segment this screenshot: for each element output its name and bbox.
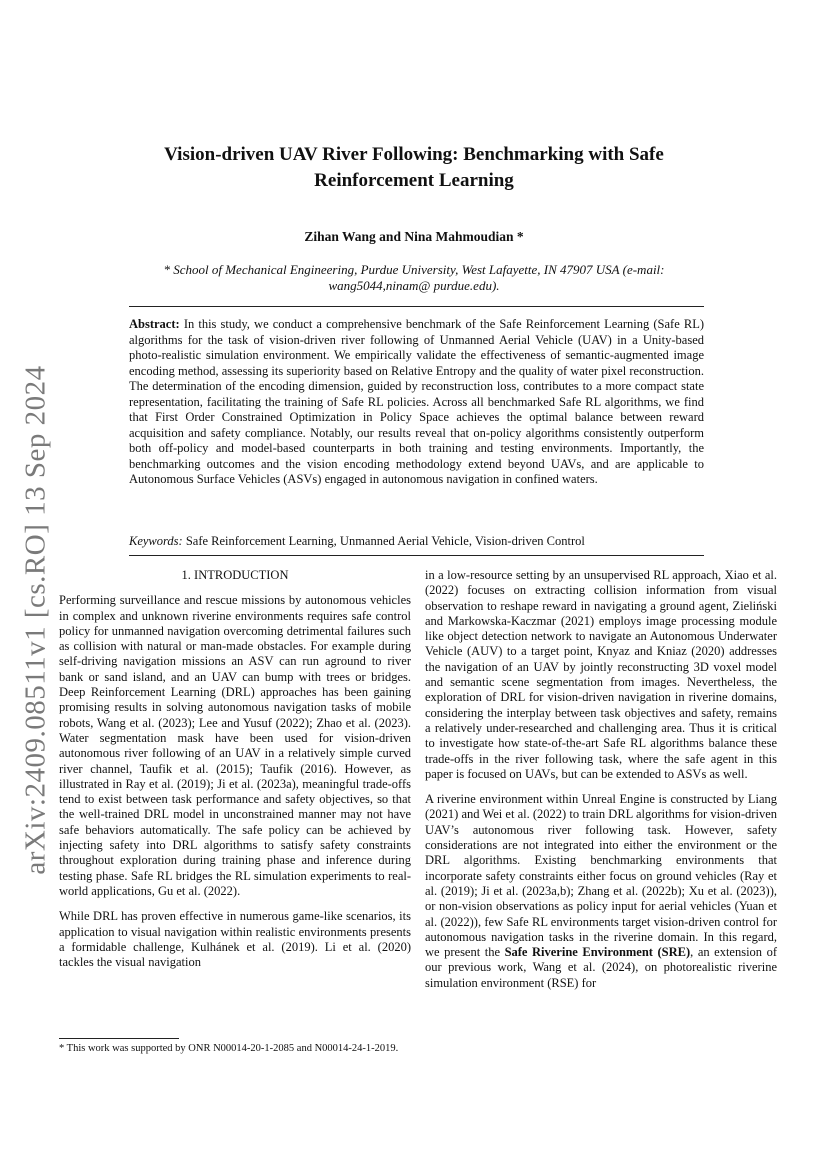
sre-name: Safe Riverine Environment (SRE) <box>504 945 691 960</box>
footnote-rule <box>59 1038 179 1039</box>
right-column <box>425 568 777 1001</box>
abstract-bottom-rule <box>129 555 704 556</box>
arxiv-identifier <box>14 360 58 880</box>
keywords-label: Keywords: <box>129 534 183 548</box>
abstract <box>129 317 704 488</box>
author-list: Zihan Wang and Nina Mahmoudian * <box>304 229 524 244</box>
arxiv-identifier-text: arXiv:2409.08511v1 [cs.RO] 13 Sep 2024 <box>19 365 52 875</box>
keywords-text: Safe Reinforcement Learning, Unmanned Aerial Vehicle, Vision-driven Control <box>185 534 585 548</box>
affiliation: * School of Mechanical Engineering, Purdue University, West Lafayette, IN 47907 USA (e-mail: wang5044,ninam@ purdue.edu). <box>163 262 665 293</box>
intro-paragraph-2: While DRL has proven effective in numerous game-like scenarios, its application to visual navigation within realistic environments presents a formidable challenge, Kulhánek et al. (2019). Li et al. (2020) tackles the visual navigation <box>59 909 411 970</box>
abstract-text: In this study, we conduct a comprehensive benchmark of the Safe Reinforcement Learning (Safe RL) algorithms for the task of vision-driven river following of Unmanned Aerial Vehicle (UAV) in a Unity-based photo-realistic simulation environment. We empirically validate the effectiveness of semantic-augmented image encoding method, assessing its superiority based on Relative Entropy and the quality of water pixel reconstruction. The determination of the encoding dimension, guided by reconstruction loss, contributes to a more compact state representation, facilitating the training of Safe RL policies. Across all benchmarked Safe RL algorithms, we find that First Order Constrained Optimization in Policy Space achieves the optimal balance between reward acquisition and safety compliance. Notably, our results reveal that on-policy algorithms consistently outperform both off-policy and model-based counterparts in both training and testing environments. Importantly, the benchmarking outcomes and the vision encoding methodology extend beyond UAVs, and are applicable to Autonomous Surface Vehicles (ASVs) engaged in autonomous navigation in confined waters. <box>129 317 705 486</box>
footnote-text: * This work was supported by ONR N00014-20-1-2085 and N00014-24-1-2019. <box>59 1043 399 1054</box>
intro-paragraph-4-text: A riverine environment within Unreal Engine is constructed by Liang (2021) and Wei et al. (2022) to train DRL algorithms for vision-driven UAV’s autonomous river following task. However, safety considerations are not integrated into either the environment or the DRL algorithms. Existing benchmarking environments that incorporate safety constraints either focus on ground vehicles (Ray et al. (2019); Ji et al. (2023a,b); Zhang et al. (2022b); Xu et al. (2023)), or non-vision observations as policy input for aerial vehicles (Yuan et al. (2022)), few Safe RL environments target vision-driven control for autonomous navigation tasks in the riverine domain. In this regard, we present the <box>425 792 777 960</box>
intro-paragraph-4-tail: , an extension of our previous work, Wang et al. (2024), on photorealistic riverine simulation environment (RSE) for <box>425 945 777 990</box>
intro-paragraph-3: in a low-resource setting by an unsupervised RL approach, Xiao et al. (2022) focuses on extracting collision information from visual observation to reshape reward in navigating a ground agent, Zieliński and Markowska-Kaczmar (2021) employs image processing module like object detection network to navigate an Autonomous Underwater Vehicle (AUV) to a target point, Knyaz and Kniaz (2020) addresses the navigation of an UAV by jointly reconstructing 3D voxel model and semantic scene segmentation from images. Nevertheless, the exploration of DRL for vision-driven navigation in riverine domains, considering the interplay between task objectives and safety, remains a relatively under-researched and challenging area. Thus it is critical to investigate how state-of-the-art Safe RL algorithms balance these trade-offs in the river following task, where the safe agent in this paper is focused on UAVs, but can be extended to ASVs as well. <box>425 568 777 781</box>
intro-paragraph-4 <box>425 792 777 991</box>
abstract-top-rule <box>129 306 704 307</box>
intro-paragraph-1: Performing surveillance and rescue missions by autonomous vehicles in complex and unknown riverine environments requires safe control policy for unmanned navigation overcoming detrimental failures such as collision with natural or man-made obstacles. For example during self-driving navigation missions an ASV can run aground to river bank or sand island, and an UAV can bump with trees or bridges. Deep Reinforcement Learning (DRL) approaches has been gaining promising results in solving autonomous navigation tasks of mobile robots, Wang et al. (2023); Lee and Yusuf (2022); Zhao et al. (2023). Water segmentation mask have been used for vision-driven autonomous river following of an UAV in a relatively simple curved river channel, Taufik et al. (2015); Taufik (2016). However, as illustrated in Ray et al. (2019); Ji et al. (2023a), meaningful trade-offs tend to exist between task performance and safety objectives, so that the well-trained DRL model in unconstrained manner may not have safe behaviors automatically. The safe policy can be achieved by injecting safety into DRL algorithms to satisfy safety constraints throughout exploration during training phase and inference during testing phase. Safe RL bridges the RL simulation experiments to real-world applications, Gu et al. (2022). <box>59 593 411 898</box>
paper-title: Vision-driven UAV River Following: Benchmarking with Safe Reinforcement Learning <box>164 144 664 191</box>
section-heading: 1. INTRODUCTION <box>181 568 289 582</box>
left-column <box>59 568 411 980</box>
keywords <box>129 534 704 550</box>
abstract-label: Abstract: <box>129 317 180 331</box>
footnote <box>59 1038 411 1055</box>
